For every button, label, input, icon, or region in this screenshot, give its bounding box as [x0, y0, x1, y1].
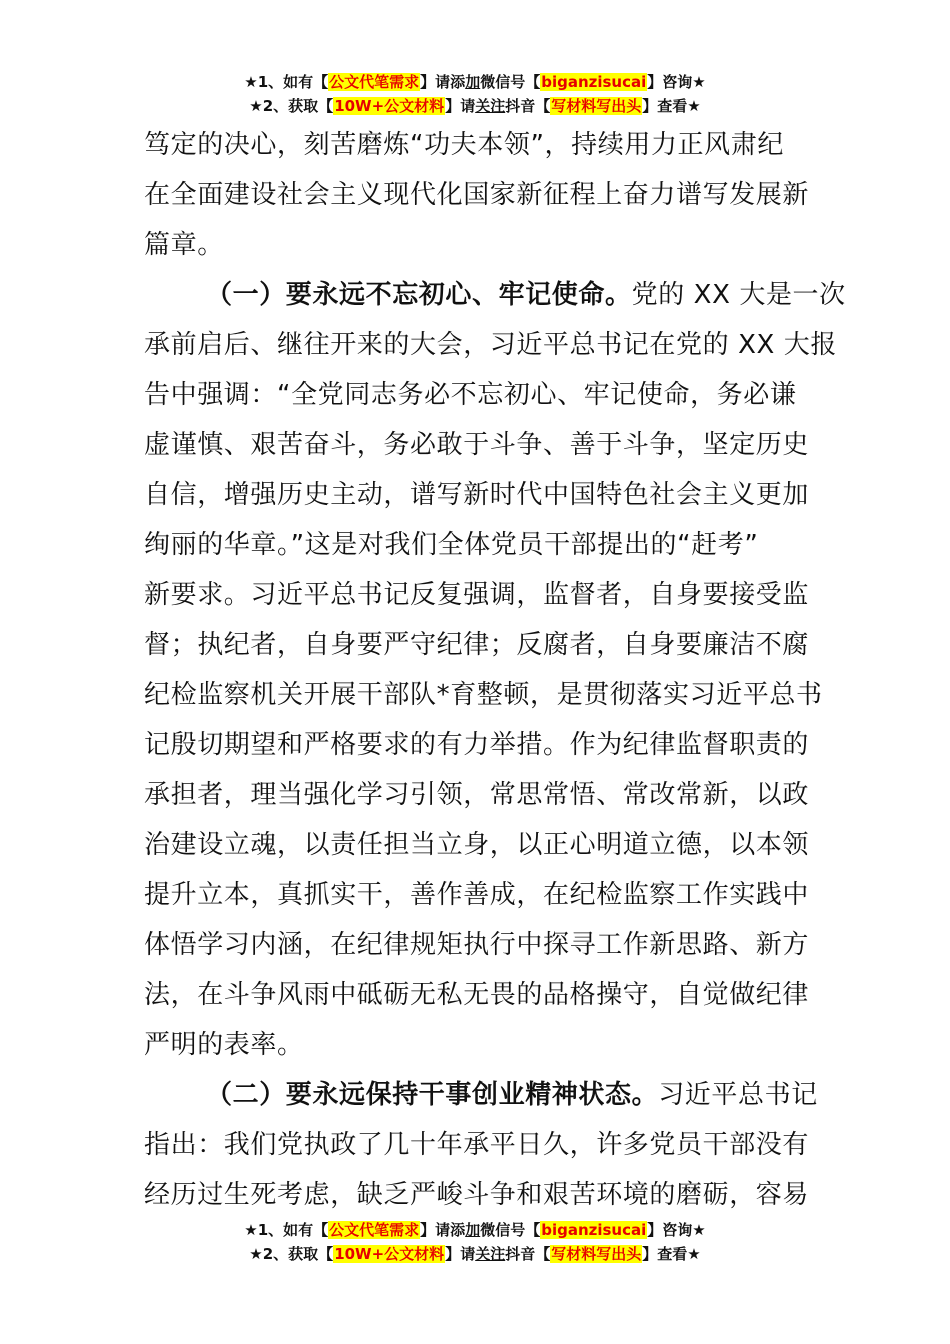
banner-text: 微信号【: [480, 73, 541, 91]
banner-text: ★1、如有【: [244, 1221, 329, 1239]
banner-underline: 关注: [475, 97, 506, 115]
text-line: 指出：我们党执政了几十年承平日久，许多党员干部没有: [144, 1130, 810, 1160]
footer-banner: [0, 1218, 950, 1266]
text-line: 提升立本，真抓实干，善作善成，在纪检监察工作实践中: [144, 880, 810, 910]
text-line: 在全面建设社会主义现代化国家新征程上奋力谱写发展新: [144, 180, 810, 210]
banner-line-2: [0, 94, 950, 118]
section-text: 习近平总书记: [658, 1080, 818, 1110]
text-line: 记殷切期望和严格要求的有力举措。作为纪律监督职责的: [144, 730, 810, 760]
banner-text: 微信号【: [480, 1221, 541, 1239]
banner-text: 】咨询★: [647, 1221, 706, 1239]
header-banner: [0, 70, 950, 118]
text-line: 新要求。习近平总书记反复强调，监督者，自身要接受监: [144, 580, 810, 610]
section-heading: （一）要永远不忘初心、牢记使命。: [206, 280, 632, 310]
banner-text: 抖音【: [505, 97, 551, 115]
banner-highlight: 写材料写出头: [551, 97, 642, 115]
banner-highlight: biganzisucai: [541, 1221, 647, 1239]
banner-text: 】查看★: [642, 1245, 701, 1263]
section-text: 党的 XX 大是一次: [631, 280, 846, 310]
banner-highlight: 公文代笔需求: [329, 73, 420, 91]
banner-text: 】查看★: [642, 97, 701, 115]
text-line: 绚丽的华章。”这是对我们全体党员干部提出的“赶考”: [144, 530, 759, 560]
banner-text: ★2、获取【: [249, 97, 334, 115]
text-line: 经历过生死考虑，缺乏严峻斗争和艰苦环境的磨砺，容易: [144, 1180, 810, 1210]
document-body: [144, 120, 846, 1220]
banner-highlight: biganzisucai: [541, 73, 647, 91]
text-line: 法，在斗争风雨中砥砺无私无畏的品格操守，自觉做纪律: [144, 980, 810, 1010]
banner-text: 】咨询★: [647, 73, 706, 91]
section-heading: （二）要永远保持干事创业精神状态。: [206, 1080, 659, 1110]
banner-text: 】请: [445, 1245, 476, 1263]
text-line: 承担者，理当强化学习引领，常思常悟、常改常新，以政: [144, 780, 810, 810]
text-line: 治建设立魂，以责任担当立身，以正心明道立德，以本领: [144, 830, 810, 860]
banner-line-2: [0, 1242, 950, 1266]
text-line: 严明的表率。: [144, 1030, 304, 1060]
text-line: 体悟学习内涵，在纪律规矩执行中探寻工作新思路、新方: [144, 930, 810, 960]
banner-underline: 关注: [475, 1245, 506, 1263]
text-line: 自信，增强历史主动，谱写新时代中国特色社会主义更加: [144, 480, 810, 510]
banner-text: ★1、如有【: [244, 73, 329, 91]
banner-underline: 加: [465, 73, 481, 91]
text-line: 告中强调：“全党同志务必不忘初心、牢记使命，务必谦: [144, 380, 797, 410]
banner-line-1: [0, 70, 950, 94]
text-line: 篇章。: [144, 230, 224, 260]
banner-text: ★2、获取【: [249, 1245, 334, 1263]
text-line: 笃定的决心，刻苦磨炼“功夫本领”，持续用力正风肃纪: [144, 130, 784, 160]
banner-line-1: [0, 1218, 950, 1242]
text-line: 承前启后、继往开来的大会，习近平总书记在党的 XX 大报: [144, 330, 837, 360]
text-line: 督；执纪者，自身要严守纪律；反腐者，自身要廉洁不腐: [144, 630, 810, 660]
banner-highlight: 写材料写出头: [551, 1245, 642, 1263]
text-line: 虚谨慎、艰苦奋斗，务必敢于斗争、善于斗争，坚定历史: [144, 430, 810, 460]
banner-highlight: 10W+公文材料: [334, 97, 445, 115]
banner-highlight: 公文代笔需求: [329, 1221, 420, 1239]
banner-text: 】请添: [420, 73, 466, 91]
banner-highlight: 10W+公文材料: [334, 1245, 445, 1263]
banner-text: 】请: [445, 97, 476, 115]
section-2-first-line: [144, 1070, 818, 1120]
section-1-first-line: [144, 270, 846, 320]
banner-underline: 加: [465, 1221, 481, 1239]
banner-text: 】请添: [420, 1221, 466, 1239]
banner-text: 抖音【: [505, 1245, 551, 1263]
text-line: 纪检监察机关开展干部队*育整顿，是贯彻落实习近平总书: [144, 680, 823, 710]
